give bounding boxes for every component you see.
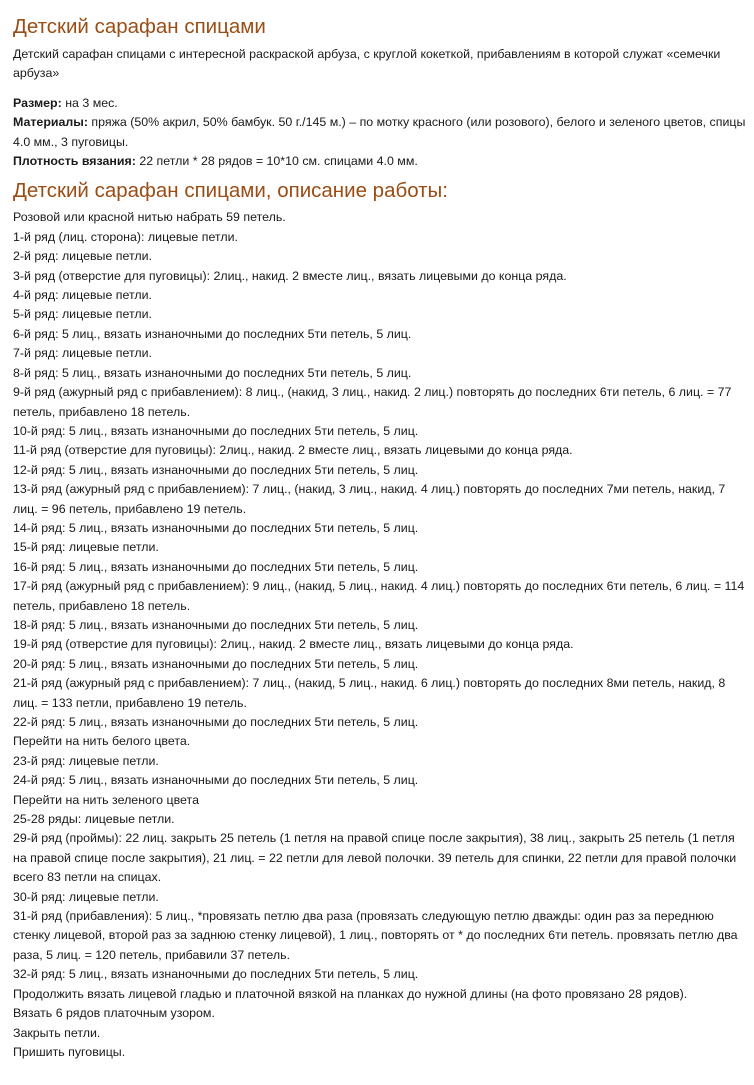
instruction-line: 13-й ряд (ажурный ряд с прибавлением): 7 лиц., (накид, 3 лиц., накид. 4 лиц.) повторять до последних 7ми петель, накид, 7 лиц. = 96 петель, прибавлено 19 петель. — [13, 482, 726, 516]
instruction-line: Вязать 6 рядов платочным узором. — [13, 1006, 215, 1021]
instruction-line: 23-й ряд: лицевые петли. — [13, 753, 159, 768]
instruction-line: 6-й ряд: 5 лиц., вязать изнаночными до последних 5ти петель, 5 лиц. — [13, 326, 412, 341]
instruction-line: Пришить пуговицы. — [13, 1044, 126, 1059]
spec-label: Материалы: — [13, 115, 88, 130]
instruction-line: 16-й ряд: 5 лиц., вязать изнаночными до последних 5ти петель, 5 лиц. — [13, 559, 419, 574]
article-title: Детский сарафан спицами — [13, 15, 266, 38]
spec-label: Размер: — [13, 95, 62, 110]
instruction-line: Закрыть петли. — [13, 1025, 101, 1040]
spec-label: Плотность вязания: — [13, 154, 136, 169]
specs-block — [13, 94, 749, 172]
instruction-line: 12-й ряд: 5 лиц., вязать изнаночными до последних 5ти петель, 5 лиц. — [13, 462, 419, 477]
instruction-line: 21-й ряд (ажурный ряд с прибавлением): 7 лиц., (накид, 5 лиц., накид. 6 лиц.) повторять до последних 8ми петель, накид, 8 лиц. = 133 петли, прибавлено 19 петель. — [13, 676, 726, 710]
spec-materials — [13, 113, 749, 152]
instruction-line: Перейти на нить белого цвета. — [13, 734, 191, 749]
instructions-list — [13, 208, 749, 1062]
instruction-line: 14-й ряд: 5 лиц., вязать изнаночными до последних 5ти петель, 5 лиц. — [13, 520, 419, 535]
instruction-line: 1-й ряд (лиц. сторона): лицевые петли. — [13, 229, 238, 244]
instruction-line: 20-й ряд: 5 лиц., вязать изнаночными до последних 5ти петель, 5 лиц. — [13, 656, 419, 671]
instruction-line: 32-й ряд: 5 лиц., вязать изнаночными до последних 5ти петель, 5 лиц. — [13, 967, 419, 982]
instruction-line: 7-й ряд: лицевые петли. — [13, 346, 152, 361]
spec-gauge — [13, 152, 749, 171]
instruction-line: 17-й ряд (ажурный ряд с прибавлением): 9 лиц., (накид, 5 лиц., накид. 4 лиц.) повторять до последних 6ти петель, 6 лиц. = 114 петель, прибавлено 18 петель. — [13, 579, 745, 613]
spec-size — [13, 94, 749, 113]
instruction-line: 9-й ряд (ажурный ряд с прибавлением): 8 лиц., (накид, 3 лиц., накид. 2 лиц.) повторять до последних 6ти петель, 6 лиц. = 77 петель, прибавлено 18 петель. — [13, 385, 732, 419]
instruction-line: 5-й ряд: лицевые петли. — [13, 307, 152, 322]
instruction-line: 2-й ряд: лицевые петли. — [13, 249, 152, 264]
spec-value: пряжа (50% акрил, 50% бамбук. 50 г./145 м.) – по мотку красного (или розового), белого и зеленого цветов, спицы 4.0 мм., 3 пуговицы. — [13, 115, 746, 149]
instruction-line: 19-й ряд (отверстие для пуговицы): 2лиц., накид. 2 вместе лиц., вязать лицевыми до конца ряда. — [13, 637, 574, 652]
article-intro: Детский сарафан спицами с интересной раскраской арбуза, с круглой кокеткой, прибавлениям в которой служат «семечки арбуза» — [13, 47, 721, 81]
instruction-line: 15-й ряд: лицевые петли. — [13, 540, 159, 555]
instruction-line: 18-й ряд: 5 лиц., вязать изнаночными до последних 5ти петель, 5 лиц. — [13, 617, 419, 632]
instruction-line: Розовой или красной нитью набрать 59 петель. — [13, 210, 286, 225]
instruction-line: 29-й ряд (проймы): 22 лиц. закрыть 25 петель (1 петля на правой спице после закрытия), 38 лиц., закрыть 25 петель (1 петля на правой спице после закрытия), 21 лиц. = 22 петли для левой полочки. 39 петель для спинки, 22 петли для правой полочки всего 83 петли на спицах. — [13, 831, 737, 885]
spec-value: на 3 мес. — [61, 95, 118, 110]
instruction-line: 31-й ряд (прибавления): 5 лиц., *провязать петлю два раза (провязать следующую петлю дважды: один раз за переднюю стенку лицевой, второй раз за заднюю стенку лицевой), 1 лиц., повторять от * до последних 6ти петель. провязать петлю два раза, 5 лиц. = 120 петель, прибавили 37 петель. — [13, 909, 738, 962]
instruction-line: 4-й ряд: лицевые петли. — [13, 288, 152, 303]
section-heading: Детский сарафан спицами, описание работы: — [13, 179, 448, 203]
instruction-line: 3-й ряд (отверстие для пуговицы): 2лиц., накид. 2 вместе лиц., вязать лицевыми до конца ряда. — [13, 268, 567, 283]
instruction-line: 11-й ряд (отверстие для пуговицы): 2лиц., накид. 2 вместе лиц., вязать лицевыми до конца ряда. — [13, 443, 573, 458]
instruction-line: Продолжить вязать лицевой гладью и платочной вязкой на планках до нужной длины (на фото провязано 28 рядов). — [13, 986, 688, 1001]
instruction-line: 10-й ряд: 5 лиц., вязать изнаночными до последних 5ти петель, 5 лиц. — [13, 423, 419, 438]
instruction-line: 8-й ряд: 5 лиц., вязать изнаночными до последних 5ти петель, 5 лиц. — [13, 365, 412, 380]
instruction-line: 25-28 ряды: лицевые петли. — [13, 812, 175, 827]
spec-value: 22 петли * 28 рядов = 10*10 см. спицами 4.0 мм. — [135, 154, 418, 169]
instruction-line: 22-й ряд: 5 лиц., вязать изнаночными до последних 5ти петель, 5 лиц. — [13, 715, 419, 729]
instruction-line: Перейти на нить зеленого цвета — [13, 792, 199, 807]
instruction-line: 24-й ряд: 5 лиц., вязать изнаночными до последних 5ти петель, 5 лиц. — [13, 773, 419, 788]
instruction-line: 30-й ряд: лицевые петли. — [13, 889, 159, 904]
